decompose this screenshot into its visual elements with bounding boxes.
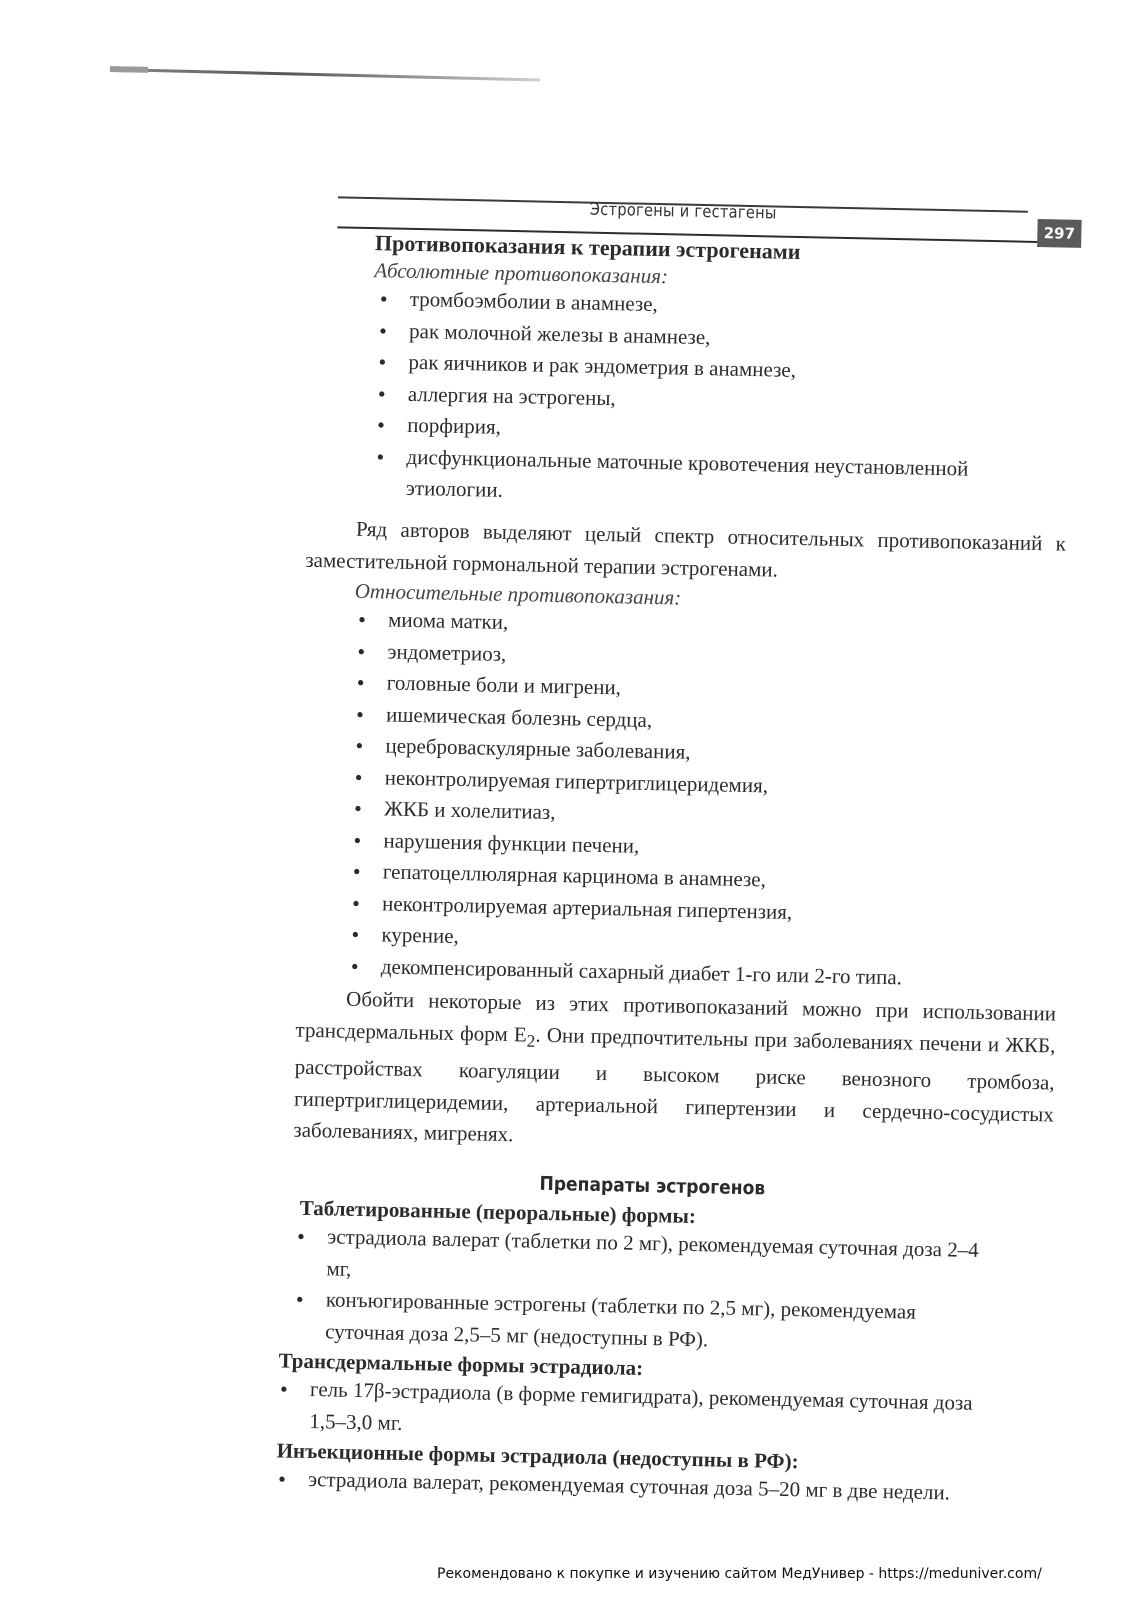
list-item: • порфирия,	[375, 409, 1066, 455]
paragraph-text: . Они предпочтительны при заболеваниях печени и ЖКБ, расстройствах коагуляции и высоком риске венозного тромбоза, гипертриглицеридемии, артериальной гипертензии и сердечно-сосудистых заболеваниях, мигренях.	[293, 1022, 1056, 1147]
list-item: • эстрадиола валерат, рекомендуемая суточная доза 5–20 мг в две недели.	[276, 1463, 977, 1509]
list-item: • рак яичников и рак эндометрия в анамнезе,	[376, 346, 1067, 392]
list-item: • нарушения функции печени,	[351, 824, 1052, 870]
absolute-list	[374, 283, 1068, 518]
list-item: • тромбоэмболии в анамнезе,	[378, 283, 1069, 329]
list-item: • ЖКБ и холелитиаз,	[352, 793, 1053, 839]
list-item: • курение,	[349, 919, 1050, 965]
paragraph-transdermal-advantage	[293, 983, 1056, 1163]
transdermal-list	[277, 1373, 978, 1451]
list-item: • декомпенсированный сахарный диабет 1-го или 2-го типа.	[349, 950, 1050, 996]
list-item: • неконтролируемая артериальная гипертензия,	[350, 887, 1051, 933]
oral-heading: Таблетированные (пероральные) формы:	[299, 1195, 697, 1229]
watermark-link[interactable]: Рекомендовано к покупке и изучению сайтом МедУнивер - https://meduniver.com/	[437, 1566, 1042, 1582]
list-item: • неконтролируемая гипертриглицеридемия,	[353, 761, 1054, 807]
oral-list	[293, 1221, 995, 1362]
paragraph-text: Обойти некоторые из этих противопоказаний можно при использовании трансдермальных форм Е	[295, 986, 1057, 1046]
transdermal-heading: Трансдермальные формы эстрадиола:	[278, 1348, 644, 1380]
relative-intro	[293, 513, 1066, 1162]
preparations-section	[276, 1167, 1023, 1510]
list-item: • дисфункциональные маточные кровотечения неустановленной этиологии.	[374, 441, 1065, 518]
list-item: • эндометриоз,	[355, 635, 1056, 681]
list-item: • цереброваскулярные заболевания,	[353, 730, 1054, 776]
list-item: • гель 17β-эстрадиола (в форме гемигидрата), рекомендуемая суточная доза 1,5–3,0 мг.	[277, 1373, 978, 1451]
contraindications-heading: Противопоказания к терапии эстрогенами	[374, 230, 801, 265]
list-item: • рак молочной железы в анамнезе,	[377, 315, 1068, 361]
relative-label: Относительные противопоказания:	[354, 578, 682, 610]
paragraph-relative-intro: Ряд авторов выделяют целый спектр относительных противопоказаний к заместительной гормональной терапии эстрогенами.	[305, 516, 1067, 582]
list-item: • головные боли и мигрени,	[354, 667, 1055, 713]
list-item: • аллергия на эстрогены,	[376, 378, 1067, 424]
page-number: 297	[1037, 219, 1082, 248]
section-title: Препараты эстрогенов	[539, 1172, 766, 1200]
subscript: 2	[526, 1030, 536, 1051]
list-item: • миома матки,	[356, 604, 1057, 650]
running-head-title: Эстрогены и гестагены	[589, 199, 777, 224]
list-item: • гепатоцеллюлярная карцинома в анамнезе,	[351, 856, 1052, 902]
relative-list	[349, 604, 1057, 997]
list-item: • эстрадиола валерат (таблетки по 2 мг), рекомендуемая суточная доза 2–4 мг,	[294, 1221, 995, 1299]
injection-heading: Инъекционные формы эстрадиола (недоступны в РФ):	[276, 1438, 799, 1474]
list-item: • ишемическая болезнь сердца,	[354, 698, 1055, 744]
absolute-label: Абсолютные противопоказания:	[374, 258, 669, 289]
contraindications-section	[370, 230, 1076, 518]
list-item: • конъюгированные эстрогены (таблетки по 2,5 мг), рекомендуемая суточная доза 2,5–5 мг (недоступны в РФ).	[293, 1284, 994, 1362]
